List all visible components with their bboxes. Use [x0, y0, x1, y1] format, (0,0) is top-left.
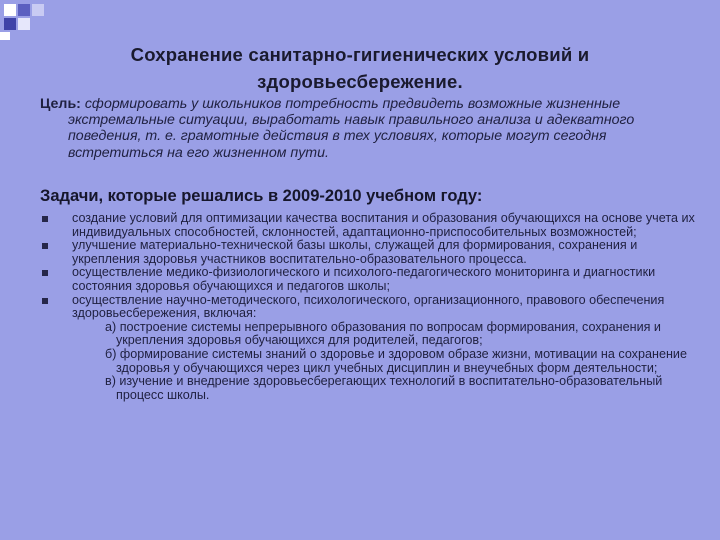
subtask-item: а) построение системы непрерывного образования по вопросам формирования, сохранения и укрепления здоровья обучающихся для родителей, педагогов; — [105, 319, 661, 348]
task-text: осуществление медико-физиологического и психолого-педагогического мониторинга и диагностики состояния здоровья обучающихся и педагогов школы; — [72, 265, 656, 293]
task-text: создание условий для оптимизации качества воспитания и образования обучающихся на основе учета их индивидуальных способностей, склонностей, адаптационно-приспособительных возможностей; — [72, 211, 695, 239]
square-bullet-icon — [42, 216, 48, 222]
task-text: осуществление научно-методического, психологического, организационного, правового обеспечения здоровьесбережения, включая: — [72, 292, 665, 321]
task-item — [40, 294, 708, 321]
goal-section — [40, 96, 705, 161]
tasks-heading: Задачи, которые решались в 2009-2010 учебном году: — [40, 187, 483, 205]
corner-decoration — [0, 0, 60, 40]
square-bullet-icon — [42, 243, 48, 249]
task-text: улучшение материально-технической базы школы, служащей для формирования, сохранения и укрепления здоровья участников воспитательно-образовательного процесса. — [72, 238, 638, 266]
goal-text: сформировать у школьников потребность предвидеть возможные жизненные экстремальные ситуации, выработать навык правильного анализа и адекватного поведения, т. е. грамотные действия в тех условиях, которые могут сегодня встретиться на его жизненном пути. — [68, 96, 635, 161]
square-bullet-icon — [42, 298, 48, 304]
goal-label: Цель: — [40, 96, 81, 112]
tasks-list — [40, 212, 708, 402]
task-item — [40, 266, 708, 293]
subtask-item: в) изучение и внедрение здоровьесберегающих технологий в воспитательно-образовательный процесс школы. — [105, 374, 663, 402]
task-item — [40, 239, 708, 266]
task-item — [40, 212, 708, 239]
square-bullet-icon — [42, 270, 48, 276]
goal-paragraph — [40, 96, 705, 161]
subtask-item: б) формирование системы знаний о здоровье и здоровом образе жизни, мотивации на сохранение здоровья у обучающихся через цикл учебных дисциплин и внеучебных форм деятельности; — [105, 346, 687, 375]
slide-title: Сохранение санитарно-гигиенических условий и здоровьесбережение. — [130, 44, 590, 92]
